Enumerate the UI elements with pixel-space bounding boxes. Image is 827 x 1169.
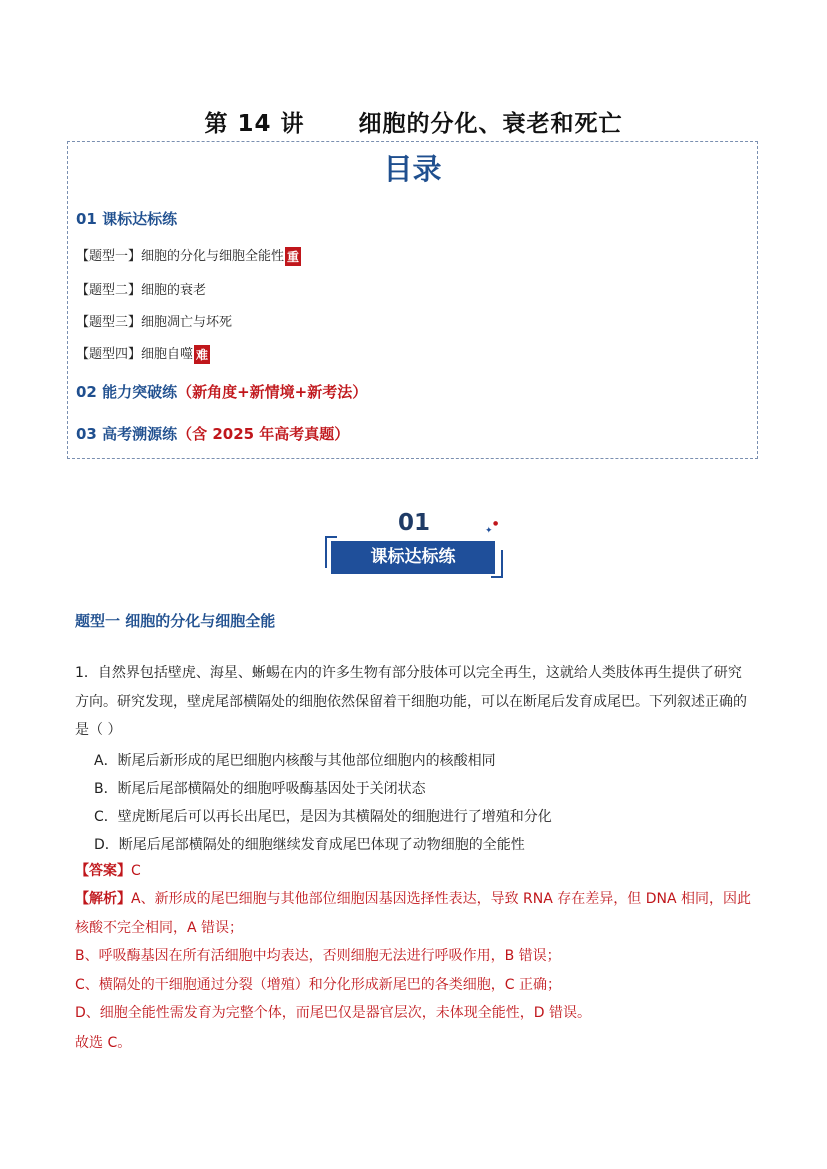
analysis-c: C、横隔处的干细胞通过分裂（增殖）和分化形成新尾巴的各类细胞，C 正确； — [75, 977, 561, 993]
banner-label: 课标达标练 — [331, 541, 495, 574]
sparkle-icon: ● — [493, 520, 499, 527]
answer-line — [75, 857, 755, 886]
answer-value: C — [131, 863, 141, 879]
page-title: 第 14 讲 细胞的分化、衰老和死亡 — [204, 111, 623, 137]
analysis-text: A、新形成的尾巴细胞与其他部位细胞因基因选择性表达，导致 RNA 存在差异，但 DNA 相同，因此核酸不完全相同，A 错误； — [75, 891, 751, 936]
answer-label: 【答案】 — [75, 863, 131, 879]
conclusion: 故选 C。 — [75, 1035, 132, 1051]
analysis-b: B、呼吸酶基因在所有活细胞中均表达，否则细胞无法进行呼吸作用，B 错误； — [75, 948, 561, 964]
analysis-a — [75, 885, 755, 942]
option-c: C．壁虎断尾后可以再长出尾巴，是因为其横隔处的细胞进行了增殖和分化 — [94, 809, 552, 825]
option-b: B．断尾后尾部横隔处的细胞呼吸酶基因处于关闭状态 — [94, 781, 426, 797]
toc-item-2[interactable] — [76, 279, 206, 298]
toc-section-2-label: 02 能力突破练 — [76, 383, 178, 401]
question-stem: 1．自然界包括壁虎、海星、蜥蜴在内的许多生物有部分肢体可以完全再生，这就给人类肢体再生提供了研究方向。研究发现，壁虎尾部横隔处的细胞依然保留着干细胞功能，可以在断尾后发育成尾巴。下列叙述正确的是（ ） — [75, 665, 747, 738]
analysis-d: D、细胞全能性需发育为完整个体，而尾巴仅是器官层次，未体现全能性，D 错误。 — [75, 1005, 592, 1021]
toc-item-label: 【题型二】细胞的衰老 — [76, 283, 207, 298]
toc-section-1[interactable]: 01 课标达标练 — [76, 210, 178, 228]
toc-item-3[interactable] — [76, 311, 232, 330]
toc-section-3[interactable] — [76, 423, 349, 444]
toc-section-2-note: （新角度+新情境+新考法） — [177, 383, 368, 401]
toc-section-3-label: 03 高考溯源练 — [76, 425, 178, 443]
important-tag: 重 — [285, 247, 301, 266]
difficult-tag: 难 — [194, 345, 210, 364]
toc-item-4[interactable] — [76, 343, 210, 364]
section-title: 题型一 细胞的分化与细胞全能 — [75, 612, 276, 630]
section-banner — [322, 510, 506, 580]
table-of-contents — [67, 141, 758, 459]
toc-section-2[interactable] — [76, 381, 367, 402]
banner-number: 01 — [397, 510, 430, 536]
toc-heading: 目录 — [383, 152, 442, 186]
sparkle-icon: ✦ — [485, 526, 493, 536]
toc-item-1[interactable] — [76, 245, 301, 266]
toc-item-label: 【题型四】细胞自噬 — [76, 347, 194, 362]
toc-section-3-note: （含 2025 年高考真题） — [177, 425, 350, 443]
analysis-label: 【解析】 — [75, 891, 131, 907]
toc-item-label: 【题型一】细胞的分化与细胞全能性 — [76, 249, 285, 264]
toc-item-label: 【题型三】细胞凋亡与坏死 — [76, 315, 233, 330]
option-a: A．断尾后新形成的尾巴细胞内核酸与其他部位细胞内的核酸相同 — [94, 753, 496, 769]
option-d: D．断尾后尾部横隔处的细胞继续发育成尾巴体现了动物细胞的全能性 — [94, 837, 525, 853]
